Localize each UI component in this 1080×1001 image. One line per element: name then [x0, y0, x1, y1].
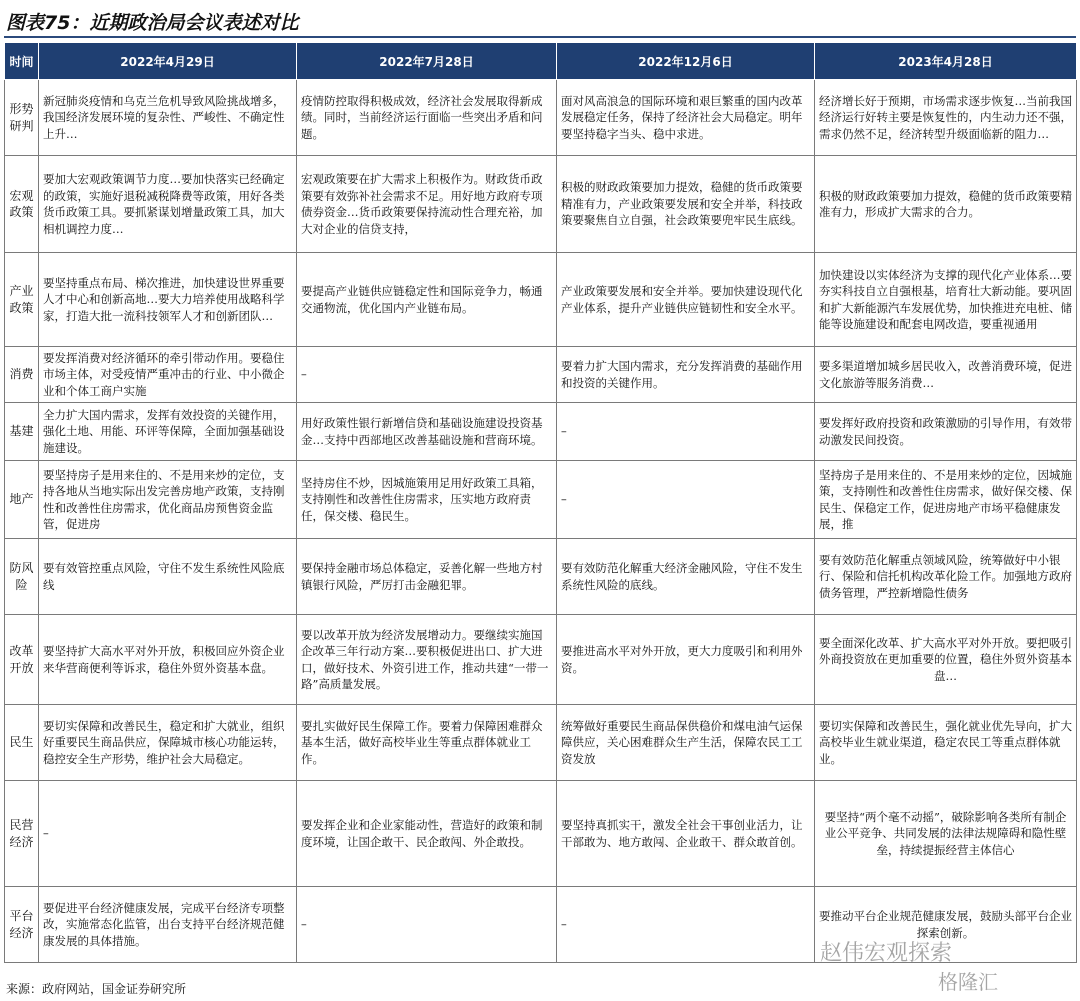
table-cell: –	[39, 781, 297, 887]
table-cell: –	[557, 887, 815, 963]
watermark	[820, 934, 1070, 996]
table-cell: 产业政策要发展和安全并举。要加快建设现代化产业体系，提升产业链供应链韧性和安全水平。	[557, 253, 815, 347]
table-cell: 要切实保障和改善民生，强化就业优先导向，扩大高校毕业生就业渠道，稳定农民工等重点群体就业。	[815, 705, 1077, 781]
source-note: 来源：政府网站，国金证券研究所	[6, 982, 187, 996]
table-cell: 加快建设以实体经济为支撑的现代化产业体系…要夯实科技自立自强根基，培育壮大新动能。要巩固和扩大新能源汽车发展优势，加快推进充电桩、储能等设施建设和配套电网改造，要重视通用	[815, 253, 1077, 347]
row-label: 基建	[5, 403, 39, 461]
table-cell: 要坚持真抓实干，激发全社会干事创业活力，让干部敢为、地方敢闯、企业敢干、群众敢首创。	[557, 781, 815, 887]
row-label: 民营经济	[5, 781, 39, 887]
row-label: 消费	[5, 347, 39, 403]
watermark-text: 赵伟宏观探索	[820, 941, 953, 966]
table-cell: 要坚持“两个毫不动摇”，破除影响各类所有制企业公平竞争、共同发展的法律法规障碍和隐性壁垒，持续提振经营主体信心	[815, 781, 1077, 887]
table-row	[5, 80, 1077, 156]
table-cell: 要切实保障和改善民生，稳定和扩大就业，组织好重要民生商品供应，保障城市核心功能运转，稳控安全生产形势，维护社会大局稳定。	[39, 705, 297, 781]
table-row	[5, 156, 1077, 253]
table-cell: 要加大宏观政策调节力度…要加快落实已经确定的政策，实施好退税减税降费等政策，用好各类货币政策工具。要抓紧谋划增量政策工具，加大相机调控力度…	[39, 156, 297, 253]
table-cell: 要有效防范化解重大经济金融风险，守住不发生系统性风险的底线。	[557, 539, 815, 615]
table-cell: 面对风高浪急的国际环境和艰巨繁重的国内改革发展稳定任务，保持了经济社会大局稳定。明年要坚持稳字当头、稳中求进。	[557, 80, 815, 156]
watermark-text: 格隆汇	[938, 970, 998, 994]
table-row	[5, 253, 1077, 347]
table-row	[5, 461, 1077, 539]
table-cell: 积极的财政政策要加力提效，稳健的货币政策要精准有力，产业政策要发展和安全并举，科技政策要聚焦自立自强，社会政策要兜牢民生底线。	[557, 156, 815, 253]
table-cell: 要推动平台企业规范健康发展，鼓励头部平台企业探索创新。	[815, 887, 1077, 963]
table-row	[5, 615, 1077, 705]
table-cell: –	[557, 461, 815, 539]
figure-title: 图表75：近期政治局会议表述对比	[6, 12, 299, 34]
table-cell: 疫情防控取得积极成效，经济社会发展取得新成绩。同时，当前经济运行面临一些突出矛盾和问题。	[297, 80, 557, 156]
table-cell: 要坚持扩大高水平对外开放，积极回应外资企业来华营商便利等诉求，稳住外贸外资基本盘。	[39, 615, 297, 705]
row-label: 平台经济	[5, 887, 39, 963]
table-cell: 要发挥消费对经济循环的牵引带动作用。要稳住市场主体，对受疫情严重冲击的行业、中小微企业和个体工商户实施	[39, 347, 297, 403]
row-label: 形势研判	[5, 80, 39, 156]
table-cell: 要发挥好政府投资和政策激励的引导作用，有效带动激发民间投资。	[815, 403, 1077, 461]
table-cell: 全力扩大国内需求，发挥有效投资的关键作用，强化土地、用能、环评等保障，全面加强基础设施建设。	[39, 403, 297, 461]
table-row	[5, 539, 1077, 615]
table-cell: 要着力扩大国内需求，充分发挥消费的基础作用和投资的关键作用。	[557, 347, 815, 403]
table-cell: 新冠肺炎疫情和乌克兰危机导致风险挑战增多，我国经济发展环境的复杂性、严峻性、不确定性上升…	[39, 80, 297, 156]
table-row	[5, 347, 1077, 403]
table-cell: 坚持房子是用来住的、不是用来炒的定位，因城施策，支持刚性和改善性住房需求，做好保交楼、保民生、保稳定工作，促进房地产市场平稳健康发展，推	[815, 461, 1077, 539]
header-time: 时间	[5, 43, 39, 80]
header-date: 2023年4月28日	[815, 43, 1077, 80]
row-label: 宏观政策	[5, 156, 39, 253]
row-label: 防风险	[5, 539, 39, 615]
table-cell: 坚持房住不炒，因城施策用足用好政策工具箱，支持刚性和改善性住房需求，压实地方政府责任，保交楼、稳民生。	[297, 461, 557, 539]
table-cell: 要扎实做好民生保障工作。要着力保障困难群众基本生活，做好高校毕业生等重点群体就业工作。	[297, 705, 557, 781]
table-cell: 要有效管控重点风险，守住不发生系统性风险底线	[39, 539, 297, 615]
table-cell: 宏观政策要在扩大需求上积极作为。财政货币政策要有效弥补社会需求不足。用好地方政府专项债券资金…货币政策要保持流动性合理充裕，加大对企业的信贷支持，	[297, 156, 557, 253]
table-cell: 要有效防范化解重点领域风险，统筹做好中小银行、保险和信托机构改革化险工作。加强地方政府债务管理，严控新增隐性债务	[815, 539, 1077, 615]
row-label: 改革开放	[5, 615, 39, 705]
table-cell: 要发挥企业和企业家能动性，营造好的政策和制度环境，让国企敢干、民企敢闯、外企敢投。	[297, 781, 557, 887]
header-date: 2022年12月6日	[557, 43, 815, 80]
header-date: 2022年4月29日	[39, 43, 297, 80]
table-cell: 积极的财政政策要加力提效，稳健的货币政策要精准有力，形成扩大需求的合力。	[815, 156, 1077, 253]
table-cell: –	[557, 403, 815, 461]
table-cell: 要推进高水平对外开放，更大力度吸引和利用外资。	[557, 615, 815, 705]
table-cell: 要全面深化改革、扩大高水平对外开放。要把吸引外商投资放在更加重要的位置，稳住外贸外资基本盘…	[815, 615, 1077, 705]
table-cell: 要促进平台经济健康发展，完成平台经济专项整改，实施常态化监管，出台支持平台经济规范健康发展的具体措施。	[39, 887, 297, 963]
table-cell: 要坚持重点布局、梯次推进，加快建设世界重要人才中心和创新高地…要大力培养使用战略科学家，打造大批一流科技领军人才和创新团队…	[39, 253, 297, 347]
table-cell: 要提高产业链供应链稳定性和国际竞争力，畅通交通物流，优化国内产业链布局。	[297, 253, 557, 347]
table-cell: –	[297, 887, 557, 963]
table-cell: 统筹做好重要民生商品保供稳价和煤电油气运保障供应，关心困难群众生产生活，保障农民工工资发放	[557, 705, 815, 781]
table-cell: –	[297, 347, 557, 403]
table-cell: 要多渠道增加城乡居民收入，改善消费环境，促进文化旅游等服务消费…	[815, 347, 1077, 403]
title-rule	[4, 36, 1076, 38]
table-row	[5, 781, 1077, 887]
table-row	[5, 403, 1077, 461]
table-cell: 经济增长好于预期，市场需求逐步恢复…当前我国经济运行好转主要是恢复性的，内生动力还不强，需求仍然不足，经济转型升级面临新的阻力…	[815, 80, 1077, 156]
header-date: 2022年7月28日	[297, 43, 557, 80]
table-row	[5, 705, 1077, 781]
table-cell: 要坚持房子是用来住的、不是用来炒的定位，支持各地从当地实际出发完善房地产政策，支持刚性和改善性住房需求，优化商品房预售资金监管，促进房	[39, 461, 297, 539]
table-cell: 要以改革开放为经济发展增动力。要继续实施国企改革三年行动方案…要积极促进出口、扩大进口，做好技术、外资引进工作，推动共建“一带一路”高质量发展。	[297, 615, 557, 705]
row-label: 地产	[5, 461, 39, 539]
row-label: 民生	[5, 705, 39, 781]
table-cell: 要保持金融市场总体稳定，妥善化解一些地方村镇银行风险，严厉打击金融犯罪。	[297, 539, 557, 615]
comparison-table	[4, 42, 1077, 963]
chart-title-bar	[0, 0, 1080, 38]
table-cell: 用好政策性银行新增信贷和基础设施建设投资基金…支持中西部地区改善基础设施和营商环境。	[297, 403, 557, 461]
row-label: 产业政策	[5, 253, 39, 347]
header-row	[5, 43, 1077, 80]
